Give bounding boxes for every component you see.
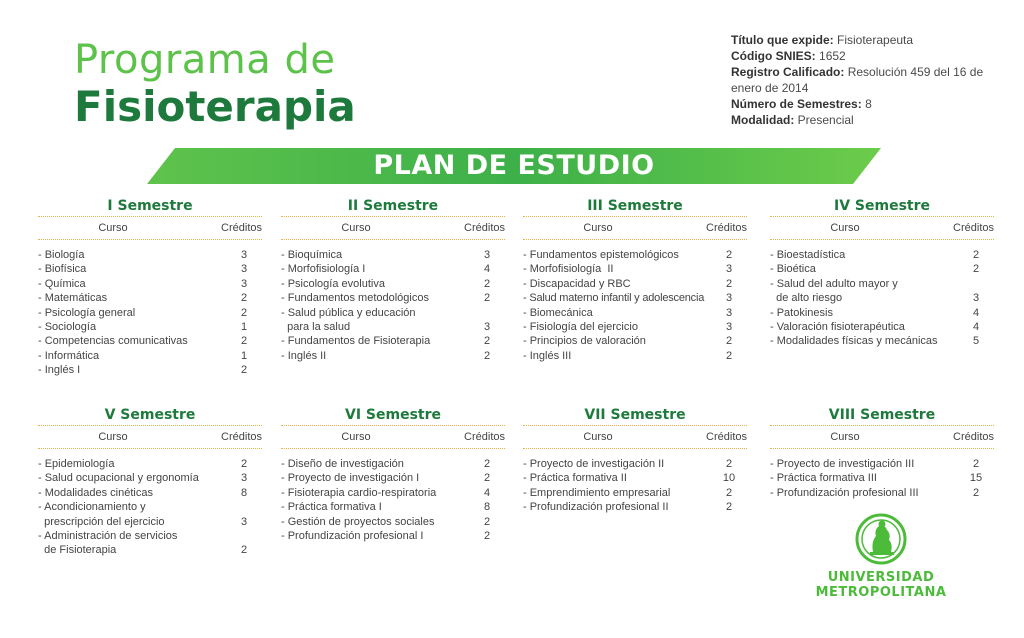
course-name: - Informática — [38, 349, 100, 362]
course-credits: 1 — [240, 321, 248, 334]
semester-title: III Semestre — [587, 198, 683, 214]
course-credits: 2 — [483, 349, 491, 362]
list-item — [770, 291, 994, 305]
course-name: - Diseño de investigación — [281, 458, 404, 470]
course-credits — [966, 277, 986, 291]
course-name: - Bioquímica — [281, 249, 343, 261]
list-item — [38, 543, 262, 557]
info-label: Título que expide: — [731, 33, 834, 47]
course-credits: 3 — [240, 263, 248, 276]
course-name: - Inglés III — [523, 349, 572, 362]
course-name: - Salud materno infantil y adolescencia — [523, 292, 705, 305]
list-item — [38, 334, 262, 348]
info-label: Modalidad: — [731, 113, 795, 127]
course-credits: 8 — [240, 486, 248, 499]
course-credits: 3 — [483, 321, 491, 334]
course-list — [38, 457, 262, 558]
course-list — [770, 248, 994, 349]
course-credits: 3 — [725, 306, 733, 319]
course-name: - Principios de valoración — [523, 335, 646, 348]
semester-title: VI Semestre — [344, 407, 441, 423]
course-name: - Patokinesis — [770, 306, 833, 319]
list-item — [770, 486, 994, 500]
list-item — [281, 291, 505, 305]
course-name: - Valoración fisioterapéutica — [770, 321, 905, 334]
dotted-divider — [770, 448, 994, 449]
semester-6 — [281, 405, 505, 543]
course-credits: 2 — [725, 249, 733, 261]
list-item — [281, 306, 505, 320]
course-name: de alto riesgo — [770, 292, 843, 305]
list-item — [281, 500, 505, 514]
credits-header: Créditos — [464, 431, 505, 443]
page-title-line1: Programa de — [74, 37, 336, 83]
column-headers — [281, 426, 505, 448]
course-name: - Fisiología del ejercicio — [523, 321, 638, 334]
list-item — [281, 248, 505, 262]
course-credits: 2 — [483, 292, 491, 305]
course-name: - Salud pública y educación — [281, 306, 416, 319]
course-name: - Bioética — [770, 263, 816, 276]
dotted-divider — [281, 448, 505, 449]
info-row — [731, 48, 1001, 64]
credits-header: Créditos — [706, 431, 747, 443]
program-info — [731, 32, 1001, 128]
column-headers — [38, 426, 262, 448]
course-header: Curso — [830, 431, 860, 443]
list-item — [38, 529, 262, 543]
list-item — [281, 277, 505, 291]
course-credits: 2 — [725, 335, 733, 348]
course-name: - Sociología — [38, 321, 97, 334]
list-item — [281, 349, 505, 363]
course-header: Curso — [583, 431, 613, 443]
semester-title: VIII Semestre — [828, 407, 936, 423]
page-title-line2: Fisioterapia — [74, 82, 356, 131]
course-header: Curso — [341, 222, 371, 234]
course-list — [281, 457, 505, 543]
column-headers — [770, 217, 994, 239]
university-name-line2: METROPOLITANA — [815, 585, 947, 600]
course-name: prescripción del ejercicio — [38, 515, 165, 528]
course-name: - Inglés II — [281, 349, 327, 362]
list-item — [38, 471, 262, 485]
list-item — [38, 486, 262, 500]
course-name: - Práctica formativa I — [281, 501, 382, 514]
university-name — [813, 570, 949, 600]
course-list — [281, 248, 505, 363]
course-credits — [234, 500, 254, 514]
credits-header: Créditos — [464, 222, 505, 234]
course-credits: 4 — [972, 306, 980, 319]
course-name: - Química — [38, 277, 86, 290]
course-name: - Profundización profesional II — [523, 501, 669, 514]
course-name: - Práctica formativa II — [523, 472, 627, 485]
credits-header: Créditos — [221, 431, 262, 443]
course-credits — [477, 306, 497, 320]
list-item — [38, 349, 262, 363]
list-item — [281, 486, 505, 500]
course-credits: 15 — [969, 472, 983, 485]
semester-8 — [770, 405, 994, 500]
course-credits — [234, 529, 254, 543]
course-name: - Profundización profesional III — [770, 486, 919, 499]
course-name: - Fisioterapia cardio-respiratoria — [281, 486, 437, 499]
course-credits: 2 — [240, 458, 248, 470]
course-credits: 2 — [240, 335, 248, 348]
course-credits: 2 — [725, 458, 733, 470]
course-credits: 3 — [240, 515, 248, 528]
list-item — [38, 457, 262, 471]
list-item — [523, 277, 747, 291]
course-credits: 2 — [483, 335, 491, 348]
list-item — [38, 248, 262, 262]
course-list — [38, 248, 262, 378]
course-name: - Inglés I — [38, 364, 81, 377]
course-credits: 2 — [725, 349, 733, 362]
info-label: Número de Semestres: — [731, 97, 862, 111]
course-credits: 2 — [483, 472, 491, 485]
course-header: Curso — [341, 431, 371, 443]
info-value: Presencial — [797, 113, 854, 127]
info-value: Resolución 459 del 16 de enero de 2014 — [731, 65, 984, 95]
course-name: - Emprendimiento empresarial — [523, 486, 671, 499]
column-headers — [770, 426, 994, 448]
list-item — [523, 320, 747, 334]
course-credits: 2 — [483, 530, 491, 543]
semester-2 — [281, 196, 505, 363]
course-name: - Discapacidad y RBC — [523, 277, 631, 290]
university-logo — [813, 512, 949, 600]
course-name: - Biología — [38, 249, 85, 261]
course-credits: 3 — [240, 472, 248, 485]
list-item — [770, 334, 994, 348]
dotted-divider — [38, 239, 262, 240]
course-name: - Modalidades físicas y mecánicas — [770, 335, 938, 348]
list-item — [38, 306, 262, 320]
course-name: - Psicología general — [38, 306, 136, 319]
course-name: - Salud del adulto mayor y — [770, 277, 898, 290]
info-label: Registro Calificado: — [731, 65, 845, 79]
course-name: - Acondicionamiento y — [38, 501, 146, 514]
university-name-line1: UNIVERSIDAD — [827, 570, 935, 585]
course-list — [523, 457, 747, 515]
info-row — [731, 96, 1001, 112]
dotted-divider — [770, 239, 994, 240]
list-item — [523, 291, 747, 305]
course-credits: 2 — [972, 263, 980, 276]
credits-header: Créditos — [221, 222, 262, 234]
course-credits: 4 — [483, 263, 491, 276]
dotted-divider — [281, 239, 505, 240]
list-item — [281, 515, 505, 529]
list-item — [523, 349, 747, 363]
list-item — [770, 306, 994, 320]
course-credits: 4 — [972, 321, 980, 334]
column-headers — [281, 217, 505, 239]
list-item — [281, 334, 505, 348]
course-credits: 3 — [725, 263, 733, 276]
course-credits: 2 — [483, 277, 491, 290]
list-item — [523, 248, 747, 262]
course-credits: 2 — [240, 292, 248, 305]
semester-title: V Semestre — [104, 407, 196, 423]
list-item — [281, 262, 505, 276]
column-headers — [38, 217, 262, 239]
course-credits: 1 — [240, 349, 248, 362]
course-name: de Fisioterapia — [38, 544, 117, 557]
course-name: - Morfofisiología I — [281, 263, 366, 276]
course-credits: 8 — [483, 501, 491, 514]
semester-3 — [523, 196, 747, 363]
column-headers — [523, 426, 747, 448]
list-item — [281, 529, 505, 543]
list-item — [523, 334, 747, 348]
info-row — [731, 64, 1001, 96]
course-name: - Salud ocupacional y ergonomía — [38, 472, 199, 485]
list-item — [281, 457, 505, 471]
course-credits: 2 — [483, 458, 491, 470]
course-name: - Proyecto de investigación III — [770, 458, 915, 470]
course-name: - Biomecánica — [523, 306, 593, 319]
course-credits: 10 — [722, 472, 736, 485]
course-credits: 4 — [483, 486, 491, 499]
credits-header: Créditos — [953, 222, 994, 234]
course-credits: 2 — [725, 486, 733, 499]
list-item — [523, 471, 747, 485]
course-credits: 3 — [240, 277, 248, 290]
course-credits: 2 — [240, 544, 248, 557]
list-item — [38, 262, 262, 276]
list-item — [38, 363, 262, 377]
course-credits: 2 — [725, 277, 733, 290]
course-name: - Fundamentos epistemológicos — [523, 249, 679, 261]
course-credits: 2 — [725, 501, 733, 514]
info-value: 1652 — [819, 49, 846, 63]
course-name: - Fundamentos metodológicos — [281, 292, 429, 305]
course-name: - Matemáticas — [38, 292, 108, 305]
dotted-divider — [523, 448, 747, 449]
course-credits: 3 — [725, 321, 733, 334]
course-name: - Psicología evolutiva — [281, 277, 385, 290]
credits-header: Créditos — [953, 431, 994, 443]
course-credits: 3 — [972, 292, 980, 305]
course-credits: 3 — [483, 249, 491, 261]
semester-5 — [38, 405, 262, 558]
course-credits: 5 — [972, 335, 980, 348]
course-name: - Gestión de proyectos sociales — [281, 515, 435, 528]
course-name: - Profundización profesional I — [281, 530, 424, 543]
column-headers — [523, 217, 747, 239]
course-name: - Proyecto de investigación I — [281, 472, 420, 485]
course-header: Curso — [98, 222, 128, 234]
course-credits: 3 — [725, 292, 733, 305]
info-label: Código SNIES: — [731, 49, 816, 63]
list-item — [38, 277, 262, 291]
info-value: 8 — [865, 97, 872, 111]
list-item — [770, 457, 994, 471]
credits-header: Créditos — [706, 222, 747, 234]
course-name: - Modalidades cinéticas — [38, 486, 153, 499]
banner-title: PLAN DE ESTUDIO — [373, 150, 655, 181]
list-item — [523, 457, 747, 471]
course-list — [770, 457, 994, 500]
semester-title: I Semestre — [107, 198, 193, 214]
course-name: - Biofísica — [38, 263, 87, 276]
course-header: Curso — [583, 222, 613, 234]
course-name: - Fundamentos de Fisioterapia — [281, 335, 431, 348]
course-name: - Práctica formativa III — [770, 472, 877, 485]
list-item — [38, 291, 262, 305]
list-item — [281, 320, 505, 334]
list-item — [38, 515, 262, 529]
course-name: - Administración de servicios — [38, 530, 178, 543]
course-name: - Proyecto de investigación II — [523, 458, 665, 470]
list-item — [38, 320, 262, 334]
list-item — [770, 471, 994, 485]
list-item — [523, 262, 747, 276]
course-credits: 3 — [240, 249, 248, 261]
course-list — [523, 248, 747, 363]
course-credits: 2 — [972, 249, 980, 261]
course-header: Curso — [830, 222, 860, 234]
list-item — [523, 486, 747, 500]
list-item — [523, 306, 747, 320]
course-name: - Bioestadística — [770, 249, 846, 261]
course-credits: 2 — [483, 515, 491, 528]
list-item — [770, 320, 994, 334]
semester-4 — [770, 196, 994, 349]
course-credits: 2 — [240, 306, 248, 319]
course-credits: 2 — [240, 364, 248, 377]
semester-1 — [38, 196, 262, 378]
semester-title: VII Semestre — [584, 407, 686, 423]
info-value: Fisioterapeuta — [837, 33, 914, 47]
course-credits: 2 — [972, 486, 980, 499]
dotted-divider — [38, 448, 262, 449]
list-item — [770, 262, 994, 276]
info-row — [731, 112, 1001, 128]
university-seal-icon — [813, 512, 949, 568]
course-header: Curso — [98, 431, 128, 443]
list-item — [770, 248, 994, 262]
course-name: - Competencias comunicativas — [38, 335, 188, 348]
info-row — [731, 32, 1001, 48]
list-item — [281, 471, 505, 485]
course-name: para la salud — [281, 321, 351, 334]
dotted-divider — [523, 239, 747, 240]
list-item — [38, 500, 262, 514]
semester-title: IV Semestre — [833, 198, 930, 214]
semester-7 — [523, 405, 747, 515]
list-item — [523, 500, 747, 514]
course-name: - Morfofisiología II — [523, 263, 614, 276]
course-credits: 2 — [972, 458, 980, 470]
list-item — [770, 277, 994, 291]
course-name: - Epidemiología — [38, 458, 115, 470]
semester-title: II Semestre — [347, 198, 439, 214]
